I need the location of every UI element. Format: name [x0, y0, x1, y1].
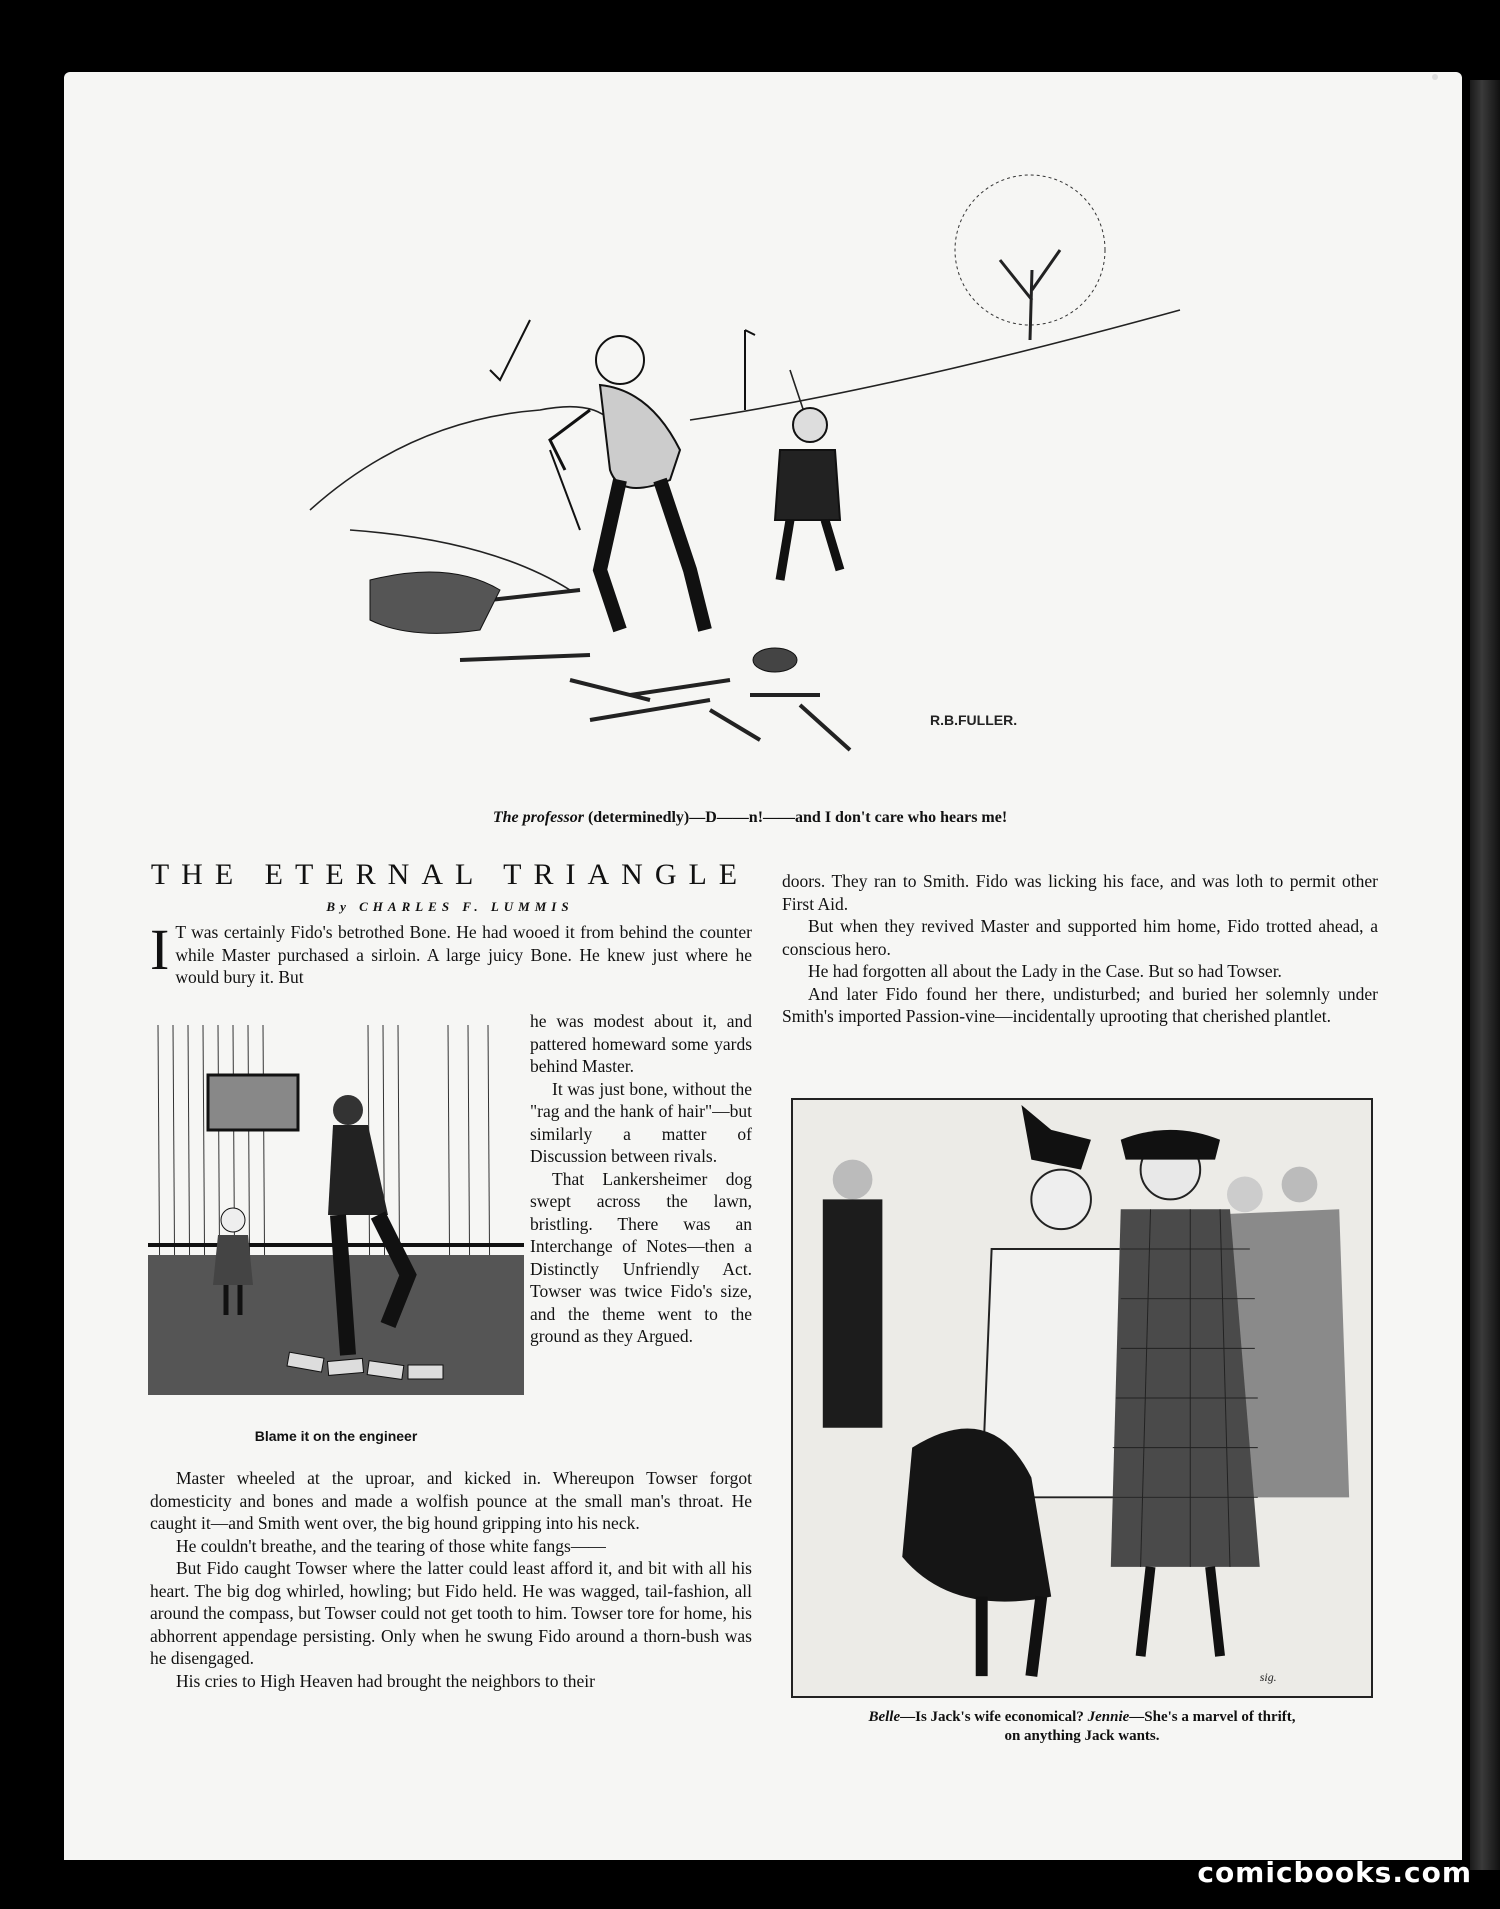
- paragraph: But Fido caught Towser where the latter could least afford it, and bit with all his heart. The big dog whirled, howling; but Fido held. He was wagged, tail-fashion, all around the compass, but Towser could not get tooth to him. Towser tore for home, his abhorrent appendage persisting. Only when he swung Fido around a thorn-bush was he disengaged.: [150, 1558, 752, 1668]
- top-illustration-caption: [0, 809, 1500, 827]
- caption-jennie-text: —She's a marvel of thrift,: [1129, 1709, 1296, 1725]
- drop-cap: I: [150, 917, 170, 982]
- professor-figure: [490, 320, 705, 630]
- caddie-figure: [775, 408, 840, 580]
- paragraph: doors. They ran to Smith. Fido was licking his face, and was loth to permit other First Aid.: [782, 871, 1378, 914]
- caption-text: (determinedly)—D——n!——and I don't care who hears me!: [583, 809, 1008, 826]
- small-illustration-caption: Blame it on the engineer: [254, 1428, 418, 1444]
- article-byline: By CHARLES F. LUMMIS: [326, 899, 574, 914]
- narrow-column: [530, 1010, 752, 1348]
- site-watermark: comicbooks.com: [1197, 1856, 1472, 1889]
- article-intro: [150, 917, 752, 989]
- tree-drawing: [955, 175, 1105, 340]
- paragraph: That Lankersheimer dog swept across the lawn, bristling. There was an Interchange of Notes—then a Distinctly Unfriendly Act. Towser was twice Fido's size, and the theme went to the ground as they Argued.: [530, 1168, 752, 1346]
- skaters-caption: [791, 1708, 1373, 1746]
- illustrator-signature: R.B.FULLER.: [930, 712, 1018, 728]
- caption-speaker: The professor: [492, 809, 584, 826]
- caption-belle: Belle: [868, 1709, 901, 1725]
- page-edge-shadow: [1470, 80, 1500, 1870]
- wall-picture: [208, 1075, 298, 1130]
- paragraph: It was just bone, without the "rag and the hank of hair"—but similarly a matter of Discussion between rivals.: [530, 1078, 752, 1166]
- engineer-illustration: [148, 1025, 524, 1395]
- intro-text: T was certainly Fido's betrothed Bone. He had wooed it from behind the counter while Master purchased a sirloin. A large juicy Bone. He knew just where he would bury it. But: [175, 922, 752, 987]
- paragraph: His cries to High Heaven had brought the neighbors to their: [176, 1670, 595, 1691]
- paragraph: And later Fido found her there, undisturbed; and buried her solemnly under Smith's imported Passion-vine—incidentally uprooting that cherished plantlet.: [782, 983, 1378, 1026]
- caption-jennie: Jennie: [1087, 1709, 1130, 1725]
- broken-clubs: [460, 590, 850, 750]
- golf-professor-illustration: [290, 120, 1190, 820]
- paragraph: But when they revived Master and supported him home, Fido trotted ahead, a conscious hero.: [782, 916, 1378, 959]
- caption-line-2: on anything Jack wants.: [1004, 1728, 1160, 1744]
- article-title: THE ETERNAL TRIANGLE: [150, 858, 750, 891]
- paragraph: he was modest about it, and pattered homeward some yards behind Master.: [530, 1011, 752, 1076]
- paragraph: He couldn't breathe, and the tearing of those white fangs——: [176, 1535, 606, 1556]
- artist-signature: sig.: [1259, 1670, 1277, 1685]
- right-column: [782, 870, 1378, 1028]
- left-column-bottom: [150, 1467, 752, 1692]
- corner-dot: [1432, 74, 1438, 80]
- paragraph: He had forgotten all about the Lady in the Case. But so had Towser.: [808, 961, 1282, 981]
- skaters-illustration: [791, 1098, 1373, 1698]
- paragraph: Master wheeled at the uproar, and kicked in. Whereupon Towser forgot domesticity and bones and made a wolfish pounce at the small man's throat. He caught it—and Smith went over, the big hound gripping into his neck.: [150, 1468, 752, 1533]
- caption-belle-text: —Is Jack's wife economical?: [900, 1709, 1088, 1725]
